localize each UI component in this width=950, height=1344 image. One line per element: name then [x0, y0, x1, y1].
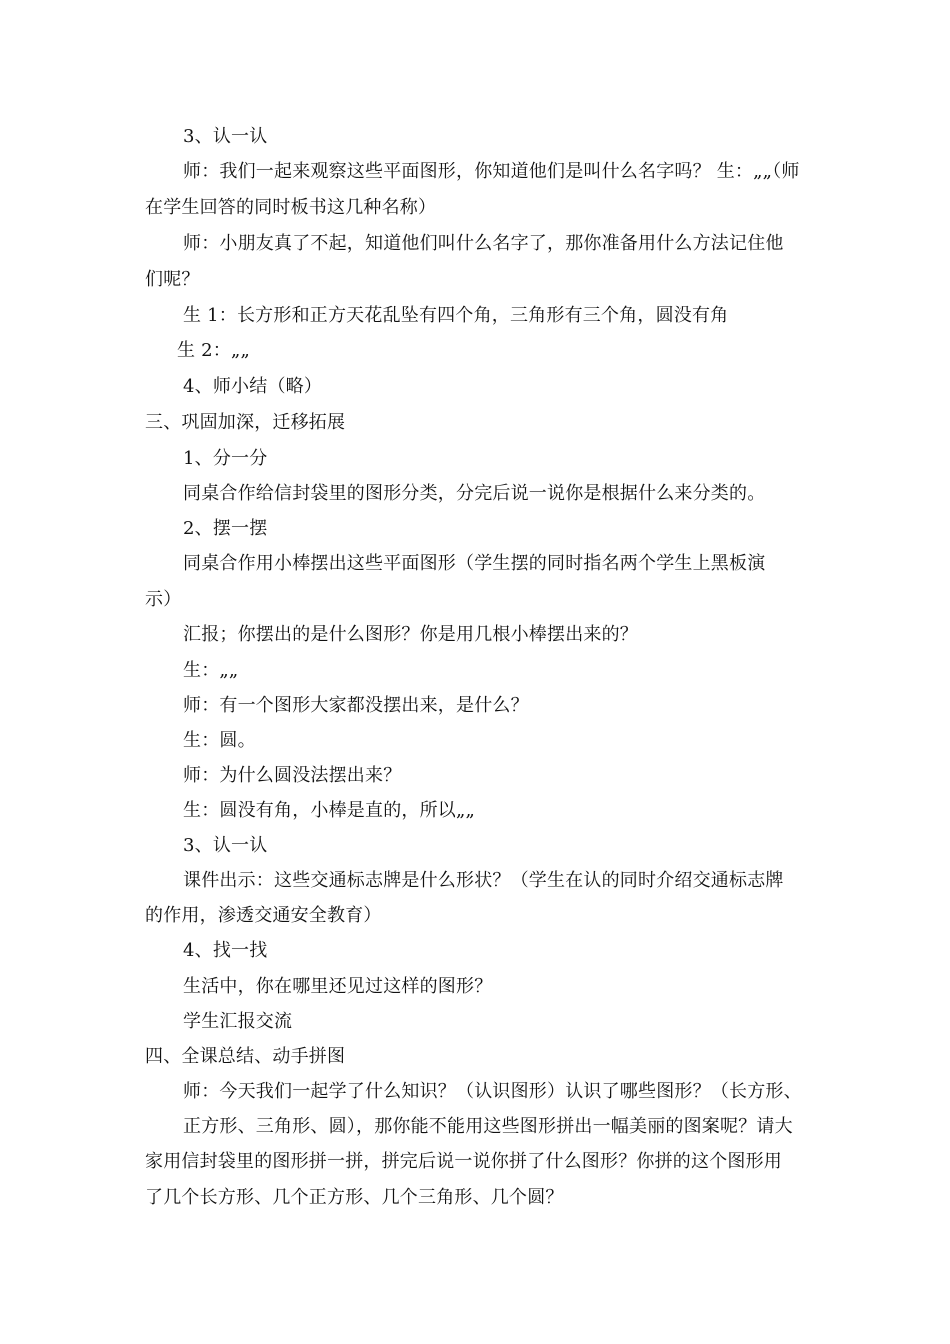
paragraph-line: 汇报；你摆出的是什么图形？你是用几根小棒摆出来的？	[183, 624, 638, 645]
paragraph-line: 们呢？	[145, 269, 200, 290]
section-heading: 4、找一找	[183, 940, 268, 961]
paragraph-line: 生 2：„„	[177, 340, 251, 361]
paragraph-line: 生：圆没有角，小棒是直的，所以„„	[183, 800, 476, 821]
chapter-heading: 四、全课总结、动手拼图	[145, 1046, 346, 1067]
paragraph-line: 的作用，渗透交通安全教育）	[145, 905, 382, 926]
paragraph-line: 同桌合作用小棒摆出这些平面图形（学生摆的同时指名两个学生上黑板演	[183, 553, 766, 574]
paragraph-line: 正方形、三角形、圆），那你能不能用这些图形拼出一幅美丽的图案呢？请大	[183, 1116, 793, 1137]
paragraph-line: 同桌合作给信封袋里的图形分类，分完后说一说你是根据什么来分类的。	[183, 483, 766, 504]
paragraph-line: 学生汇报交流	[183, 1011, 293, 1032]
section-heading: 3、认一认	[183, 835, 268, 856]
section-heading: 4、师小结（略）	[183, 376, 323, 397]
paragraph-line: 师：有一个图形大家都没摆出来，是什么？	[183, 695, 529, 716]
paragraph-line: 师：今天我们一起学了什么知识？（认识图形）认识了哪些图形？（长方形、	[183, 1081, 802, 1102]
section-heading: 1、分一分	[183, 448, 268, 469]
section-heading: 3、认一认	[183, 126, 268, 147]
section-heading: 2、摆一摆	[183, 518, 268, 539]
paragraph-line: 师：小朋友真了不起，知道他们叫什么名字了，那你准备用什么方法记住他	[183, 233, 784, 254]
paragraph-line: 师：为什么圆没法摆出来？	[183, 765, 402, 786]
paragraph-line: 师：我们一起来观察这些平面图形，你知道他们是叫什么名字吗？ 生：„„（师	[183, 161, 800, 182]
paragraph-line: 示）	[145, 589, 182, 610]
paragraph-line: 生：„„	[183, 660, 239, 681]
paragraph-line: 了几个长方形、几个正方形、几个三角形、几个圆？	[145, 1187, 564, 1208]
paragraph-line: 生活中，你在哪里还见过这样的图形？	[183, 976, 493, 997]
chapter-heading: 三、巩固加深，迁移拓展	[145, 412, 346, 433]
paragraph-line: 家用信封袋里的图形拼一拼，拼完后说一说你拼了什么图形？你拼的这个图形用	[145, 1151, 782, 1172]
paragraph-line: 课件出示：这些交通标志牌是什么形状？（学生在认的同时介绍交通标志牌	[183, 870, 784, 891]
paragraph-line: 生：圆。	[183, 730, 256, 751]
paragraph-line: 生 1：长方形和正方天花乱坠有四个角，三角形有三个角，圆没有角	[183, 305, 729, 326]
paragraph-line: 在学生回答的同时板书这几种名称）	[145, 197, 437, 218]
